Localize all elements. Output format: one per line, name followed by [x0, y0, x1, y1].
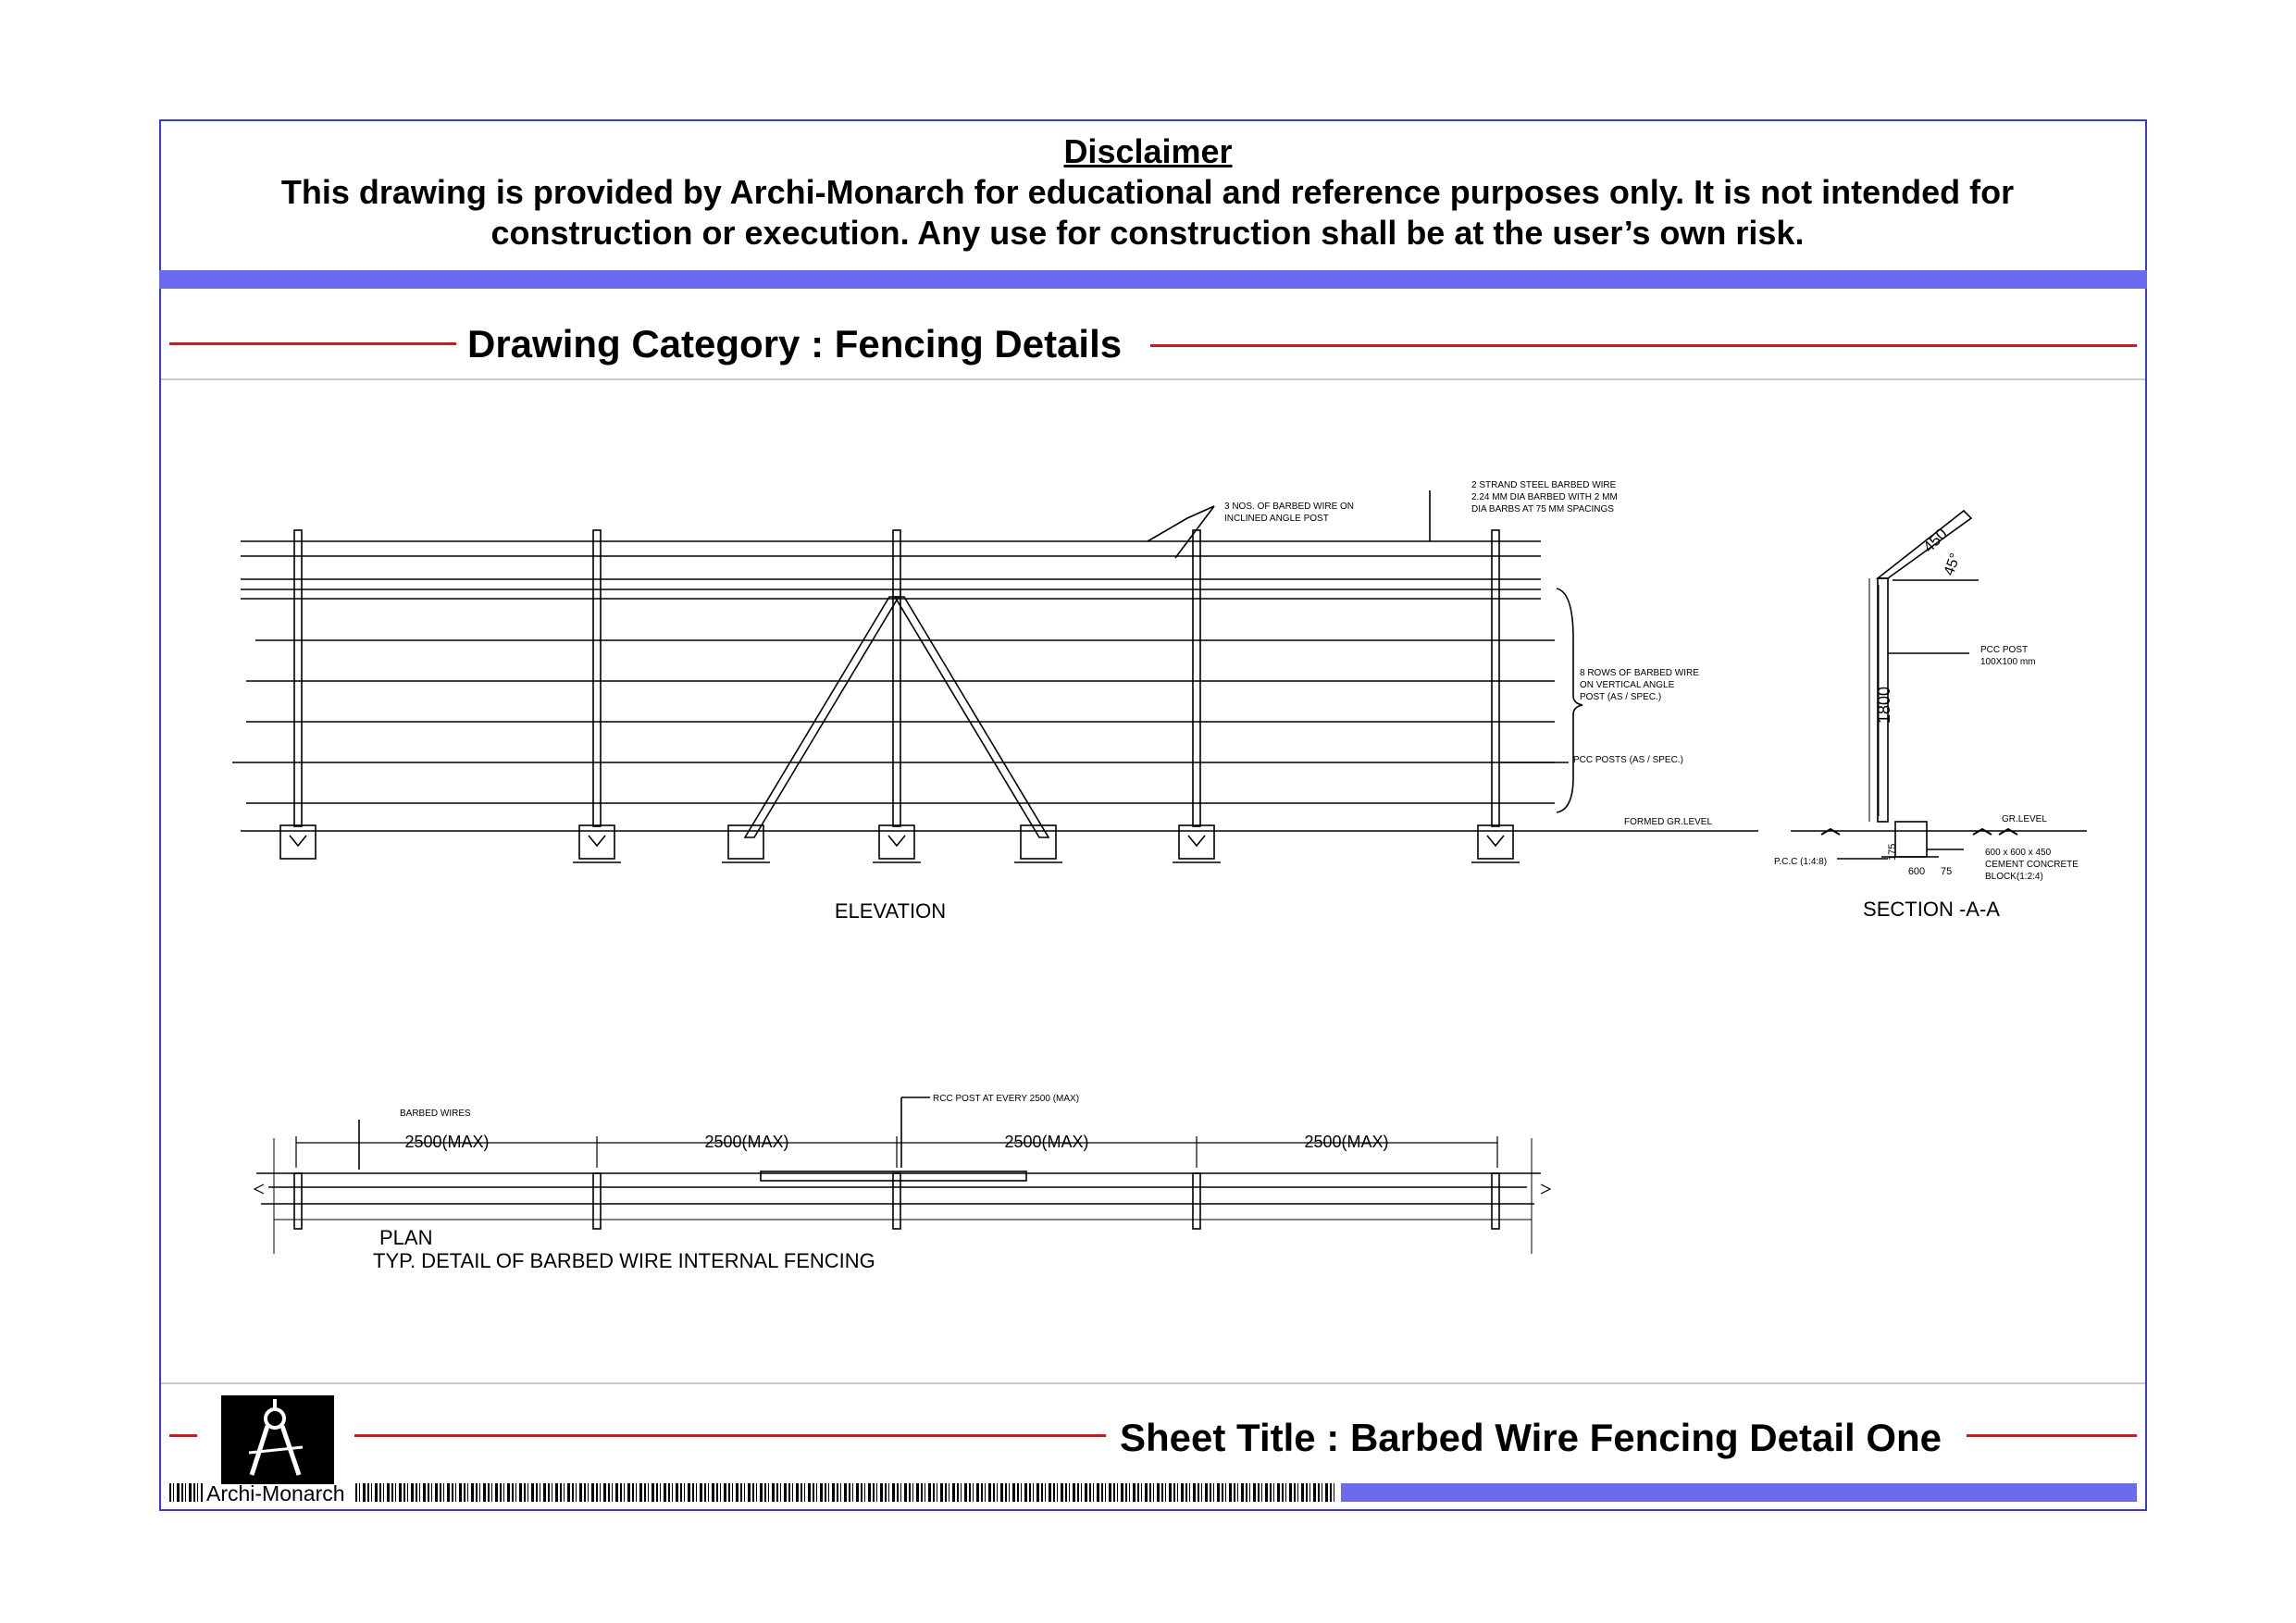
plan-post — [893, 1173, 900, 1229]
leader-inclined-2 — [1175, 506, 1214, 558]
brand-name: Archi-Monarch — [206, 1481, 345, 1505]
note-rows-line3: POST (AS / SPEC.) — [1580, 692, 1662, 702]
note-barbed-wires: BARBED WIRES — [400, 1109, 471, 1119]
plan-span-2: 2500(MAX) — [704, 1133, 789, 1151]
plan-post — [1193, 1173, 1200, 1229]
note-rows-line2: ON VERTICAL ANGLE — [1580, 680, 1675, 690]
rows-bracket — [1557, 588, 1582, 812]
angle-45: 45° — [1941, 551, 1965, 578]
fence-post-braced — [722, 530, 1062, 862]
leader-inclined — [1148, 506, 1214, 541]
block-label-1: 600 x 600 x 450 — [1985, 848, 2052, 858]
plan-post — [593, 1173, 601, 1229]
pcc-label: P.C.C (1:4:8) — [1774, 857, 1828, 867]
fence-post — [1471, 530, 1520, 862]
block-label-3: BLOCK(1:2:4) — [1985, 872, 2043, 882]
note-pcc-posts: PCC POSTS (AS / SPEC.) — [1573, 755, 1683, 765]
section-ground-label: GR.LEVEL — [2002, 814, 2047, 824]
plan-span-3: 2500(MAX) — [1004, 1133, 1089, 1151]
note-strand-line2: 2.24 MM DIA BARBED WITH 2 MM — [1471, 492, 1618, 502]
section-title: SECTION -A-A — [1863, 898, 2000, 921]
note-rows-line1: 8 ROWS OF BARBED WIRE — [1580, 668, 1699, 678]
plan-span-4: 2500(MAX) — [1304, 1133, 1389, 1151]
note-inclined-line2: INCLINED ANGLE POST — [1224, 514, 1329, 524]
drawing-category: Drawing Category : Fencing Details — [467, 322, 1123, 365]
disclaimer-title: Disclaimer — [1063, 132, 1233, 170]
dim-1800: 1800 — [1875, 686, 1893, 724]
pcc-post-label-2: 100X100 mm — [1980, 657, 2036, 667]
note-inclined-line1: 3 NOS. OF BARBED WIRE ON — [1224, 502, 1355, 512]
dim-75: 75 — [1941, 866, 1953, 877]
note-rcc-post: RCC POST AT EVERY 2500 (MAX) — [933, 1094, 1080, 1104]
disclaimer-text: This drawing is provided by Archi-Monarch for educational and reference purposes only. It is not intended for construction or execution. Any use for construction shall be at the user’s own risk. — [280, 173, 2015, 252]
plan-span-1: 2500(MAX) — [404, 1133, 490, 1151]
sheet-title: Sheet Title : Barbed Wire Fencing Detail One — [1120, 1416, 1942, 1459]
note-strand-line1: 2 STRAND STEEL BARBED WIRE — [1471, 480, 1617, 490]
dim-175: 175 — [1887, 843, 1898, 861]
fence-post — [1173, 530, 1221, 862]
note-formed-ground: FORMED GR.LEVEL — [1624, 817, 1713, 827]
section-footing — [1895, 822, 1927, 857]
block-label-2: CEMENT CONCRETE — [1985, 860, 2079, 870]
dim-600: 600 — [1907, 866, 1926, 877]
plan-title: PLAN — [379, 1226, 433, 1249]
elevation-title: ELEVATION — [834, 899, 947, 923]
plan-subtitle: TYP. DETAIL OF BARBED WIRE INTERNAL FENCING — [373, 1249, 875, 1272]
note-strand-line3: DIA BARBS AT 75 MM SPACINGS — [1471, 504, 1614, 514]
plan-post — [1492, 1173, 1499, 1229]
fence-post — [573, 530, 621, 862]
pcc-post-label-1: PCC POST — [1980, 645, 2029, 655]
plan-post — [294, 1173, 302, 1229]
dim-450: 450 — [1919, 525, 1951, 556]
